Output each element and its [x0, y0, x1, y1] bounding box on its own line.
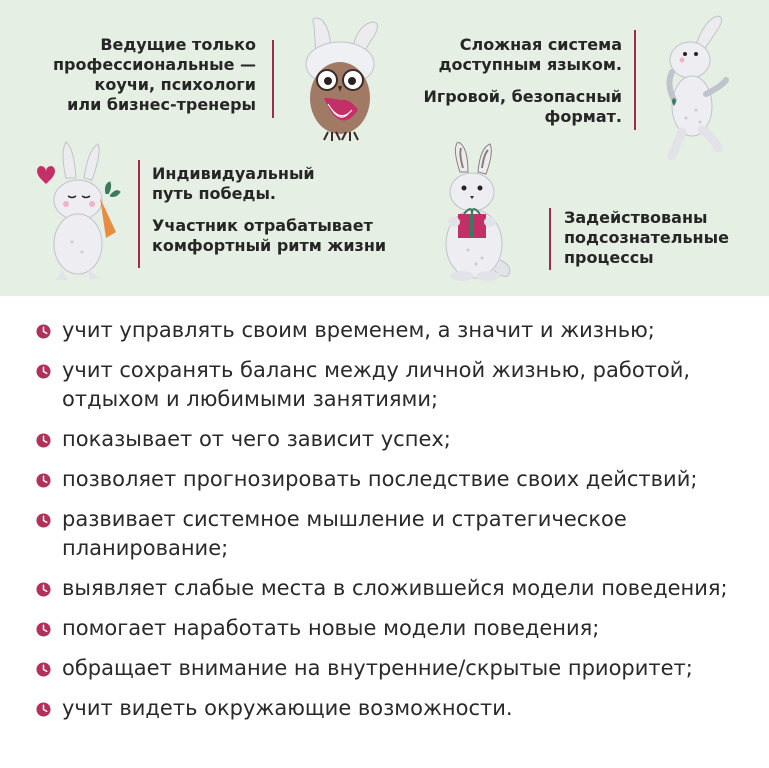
divider-line	[549, 208, 551, 270]
benefit-text-line: показывает от чего зависит успех;	[62, 427, 451, 451]
benefit-text-line: позволяет прогнозировать последствие своих действий;	[62, 467, 698, 491]
benefit-item	[36, 505, 756, 563]
benefit-text-line: обращает внимание на внутренние/скрытые приоритет;	[62, 656, 693, 680]
benefits-list	[36, 316, 756, 734]
owl-in-bunny-hat-icon	[292, 14, 388, 146]
feature-path-line: комфортный ритм жизни	[152, 236, 387, 255]
benefit-item	[36, 694, 756, 723]
feature-coaches-line: или бизнес-тренеры	[67, 95, 256, 114]
bunny-with-carrot-icon	[32, 138, 128, 286]
feature-system-line: Игровой, безопасный	[423, 87, 622, 106]
feature-path	[152, 164, 432, 256]
clock-icon	[36, 473, 51, 488]
benefit-text-line: учит видеть окружающие возможности.	[62, 696, 513, 720]
benefit-item	[36, 654, 756, 683]
benefit-item	[36, 614, 756, 643]
benefit-item	[36, 356, 756, 414]
dancing-bunny-icon	[656, 14, 736, 164]
feature-path-line: путь победы.	[152, 184, 276, 203]
clock-icon	[36, 622, 51, 637]
feature-path-line: Участник отрабатывает	[152, 216, 373, 235]
benefit-text-line: помогает наработать новые модели поведения;	[62, 616, 600, 640]
benefit-text-line: отдыхом и любимыми занятиями;	[62, 387, 439, 411]
feature-system	[406, 35, 622, 127]
feature-system-line: формат.	[544, 107, 622, 126]
feature-coaches-line: коучи, психологи	[94, 75, 256, 94]
clock-icon	[36, 513, 51, 528]
benefit-text-line: учит сохранять баланс между личной жизнью, работой,	[62, 358, 691, 382]
feature-system-line: доступным языком.	[438, 55, 622, 74]
clock-icon	[36, 364, 51, 379]
feature-system-line: Сложная система	[459, 35, 622, 54]
divider-line	[138, 160, 140, 268]
clock-icon	[36, 662, 51, 677]
clock-icon	[36, 324, 51, 339]
feature-subconscious	[564, 208, 764, 268]
feature-subconscious-line: подсознательные	[564, 228, 729, 247]
clock-icon	[36, 702, 51, 717]
feature-coaches-line: профессиональные —	[52, 55, 256, 74]
bunny-with-gift-icon	[432, 142, 520, 284]
benefit-item	[36, 465, 756, 494]
clock-icon	[36, 582, 51, 597]
divider-line	[272, 40, 274, 118]
feature-subconscious-line: процессы	[564, 248, 654, 267]
feature-coaches	[40, 35, 256, 115]
feature-coaches-line: Ведущие только	[100, 35, 256, 54]
benefit-item	[36, 425, 756, 454]
benefit-text-line: выявляет слабые места в сложившейся модели поведения;	[62, 576, 728, 600]
clock-icon	[36, 433, 51, 448]
benefit-item	[36, 574, 756, 603]
benefit-text-line: учит управлять своим временем, а значит и жизнью;	[62, 318, 655, 342]
feature-subconscious-line: Задействованы	[564, 208, 708, 227]
feature-path-line: Индивидуальный	[152, 164, 315, 183]
divider-line	[634, 30, 636, 130]
benefit-item	[36, 316, 756, 345]
benefit-text-line: развивает системное мышление и стратегическое	[62, 507, 627, 531]
benefit-text-line: планирование;	[62, 536, 229, 560]
